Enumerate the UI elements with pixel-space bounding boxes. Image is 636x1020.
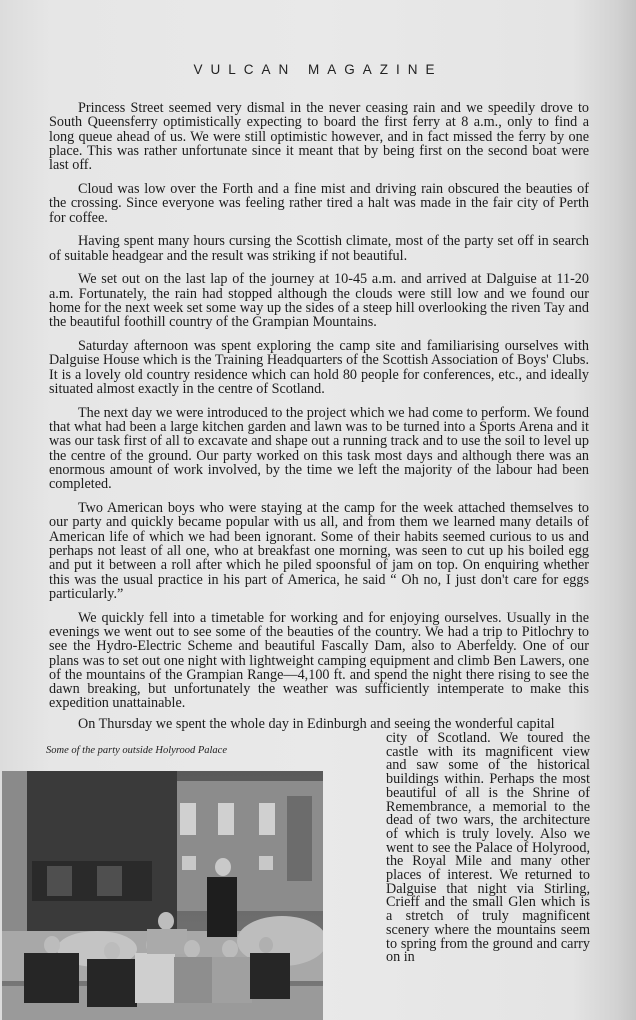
- paragraph-saturday: Saturday afternoon was spent exploring the camp site and familiarising ourselves with Dalguise House which is the Training Headquarters of the Scottish Association of Boys' Clubs. It is a lovely old country residence which can hold 80 people for conferences, etc., and ideally situated almost exactly in the centre of Scotland.: [49, 338, 589, 398]
- paragraph-thursday-continuation: city of Scotland. We toured the castle with its magnificent view and saw some of the historical buildings within. Perhaps the most beautiful of all is the Shrine of Remembrance, a memorial to the dead of two wars, the architecture of which is truly lovely. Also we went to see the Palace of Holyrood, the Royal Mile and many other places of interest. We returned to Dalguise that night via Stirling, Crieff and the small Glen which is a stretch of truly magnificent scenery where the mountains seem to spring from the ground and carry on in: [386, 730, 590, 966]
- photo-caption: Some of the party outside Holyrood Palace: [46, 745, 227, 756]
- article-body: [49, 101, 589, 720]
- group-photo-image: [2, 771, 323, 1020]
- paragraph-headgear: Having spent many hours cursing the Scottish climate, most of the party set off in search of suitable headgear and the result was striking if not beautiful.: [49, 233, 589, 264]
- page-header: VULCAN MAGAZINE: [193, 62, 443, 77]
- paragraph-project: The next day we were introduced to the project which we had come to perform. We found that what had been a large kitchen garden and lawn was to be turned into a Sports Arena and it was our task first of all to excavate and shape out a running track and to use the soil to level up the centre of the ground. Our party worked on this task most days and although there was an enormous amount of work involved, by the time we left the majority of the labour had been completed.: [49, 404, 589, 493]
- paragraph-arrival-dalguise: We set out on the last lap of the journey at 10-45 a.m. and arrived at Dalguise at 11-20 a.m. Fortunately, the rain had stopped although the clouds were still low and we found our home for the next week set some way up the sides of a steep hill overlooking the riven Tay and the beautiful foothill country of the Grampian Mountains.: [49, 271, 589, 331]
- paragraph-american-boys: Two American boys who were staying at the camp for the week attached themselves to our party and quickly became popular with us all, and from them we learned many details of American life of which we had been ignorant. Some of their habits seemed curious to us and perhaps not least of all one, who at breakfast one morning, was seen to cut up his boiled egg and put it between a roll after which he piled spoonsful of jam on top. On enquiring whether this was the usual practice in his part of America, he said “ Oh no, I just don't care for eggs particularly.”: [49, 500, 589, 602]
- paragraph-thursday-lead: On Thursday we spent the whole day in Edinburgh and seeing the wonderful capital: [78, 716, 555, 732]
- paragraph-princess-street: Princess Street seemed very dismal in the never ceasing rain and we speedily drove to South Queensferry optimistically expecting to board the first ferry at 8 a.m., only to find a long queue ahead of us. We were still optimistic however, and in fact missed the ferry by one place. This was rather unfortunate since it meant that by being first on the second boat were last off.: [49, 100, 589, 174]
- paragraph-forth-crossing: Cloud was low over the Forth and a fine mist and driving rain obscured the beauties of the crossing. Since everyone was feeling rather tired a halt was made in the fair city of Perth for coffee.: [49, 180, 589, 226]
- group-photo: [2, 771, 323, 1020]
- paragraph-timetable: We quickly fell into a timetable for working and for enjoying ourselves. Usually in the evenings we went out to see some of the beauties of the country. We had a trip to Pitlochry to see the Hydro-Electric Scheme and beautiful Fascally Dam, also to Aberfeldy. One of our plans was to set out one night with lightweight camping equipment and climb Ben Lawers, one of the mountains of the Grampian Range—4,100 ft. and spend the night there rising to see the dawn breaking, but unfortunately the weather was sufficiently intemperate to make this expedition unattainable.: [49, 609, 589, 712]
